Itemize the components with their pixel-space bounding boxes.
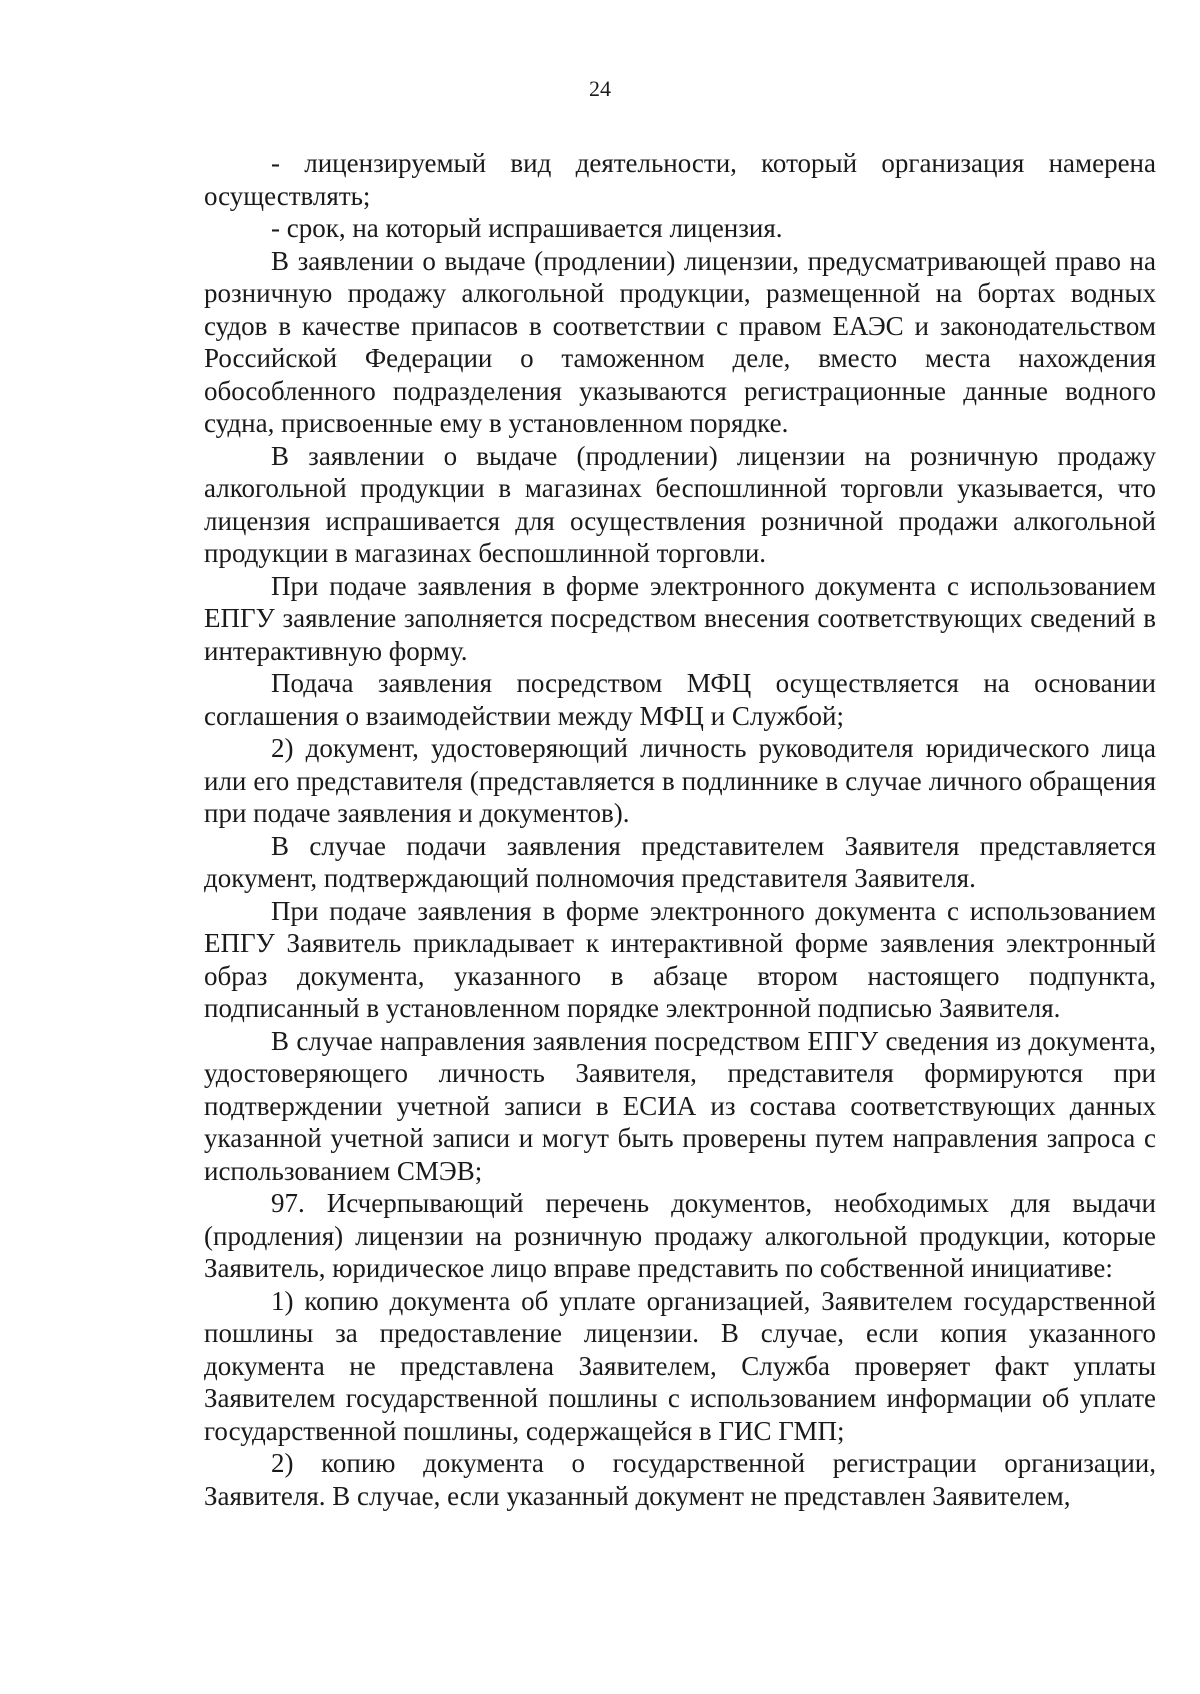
paragraph: При подаче заявления в форме электронного документа с использованием ЕПГУ Заявитель прикладывает к интерактивной форме заявления электронный образ документа, указанного в абзаце втором настоящего подпункта, подписанный в установленном порядке электронной подписью Заявителя. <box>204 895 1156 1023</box>
paragraph: В случае подачи заявления представителем Заявителя представляется документ, подтверждающий полномочия представителя Заявителя. <box>204 830 1156 893</box>
paragraph: В заявлении о выдаче (продлении) лицензии на розничную продажу алкогольной продукции в магазинах беспошлинной торговли указывается, что лицензия испрашивается для осуществления розничной продажи алкогольной продукции в магазинах беспошлинной торговли. <box>204 440 1156 568</box>
paragraph: 2) документ, удостоверяющий личность руководителя юридического лица или его представителя (представляется в подлиннике в случае личного обращения при подаче заявления и документов). <box>204 733 1156 828</box>
paragraph: В заявлении о выдаче (продлении) лицензии, предусматривающей право на розничную продажу алкогольной продукции, размещенной на бортах водных судов в качестве припасов в соответствии с правом ЕАЭС и законодательством Российской Федерации о таможенном деле, вместо места нахождения обособленного подразделения указываются регистрационные данные водного судна, присвоенные ему в установленном порядке. <box>204 245 1156 438</box>
paragraph: 97. Исчерпывающий перечень документов, необходимых для выдачи (продления) лицензии на розничную продажу алкогольной продукции, которые Заявитель, юридическое лицо вправе представить по собственной инициативе: <box>204 1188 1156 1283</box>
paragraph: - срок, на который испрашивается лицензия. <box>271 213 783 243</box>
page-number: 24 <box>589 76 611 101</box>
document-body <box>204 147 1156 1512</box>
paragraph: - лицензируемый вид деятельности, который организация намерена осуществлять; <box>204 148 1156 211</box>
paragraph: 1) копию документа об уплате организацией, Заявителем государственной пошлины за предоставление лицензии. В случае, если копия указанного документа не представлена Заявителем, Служба проверяет факт уплаты Заявителем государственной пошлины с использованием информации об уплате государственной пошлины, содержащейся в ГИС ГМП; <box>204 1285 1156 1446</box>
paragraph: Подача заявления посредством МФЦ осуществляется на основании соглашения о взаимодействии между МФЦ и Службой; <box>204 668 1156 731</box>
paragraph: 2) копию документа о государственной регистрации организации, Заявителя. В случае, если указанный документ не представлен Заявителем, <box>204 1448 1156 1511</box>
paragraph: При подаче заявления в форме электронного документа с использованием ЕПГУ заявление заполняется посредством внесения соответствующих сведений в интерактивную форму. <box>204 570 1156 666</box>
paragraph: В случае направления заявления посредством ЕПГУ сведения из документа, удостоверяющего личность Заявителя, представителя формируются при подтверждении учетной записи в ЕСИА из состава соответствующих данных указанной учетной записи и могут быть проверены путем направления запроса с использованием СМЭВ; <box>204 1025 1156 1186</box>
